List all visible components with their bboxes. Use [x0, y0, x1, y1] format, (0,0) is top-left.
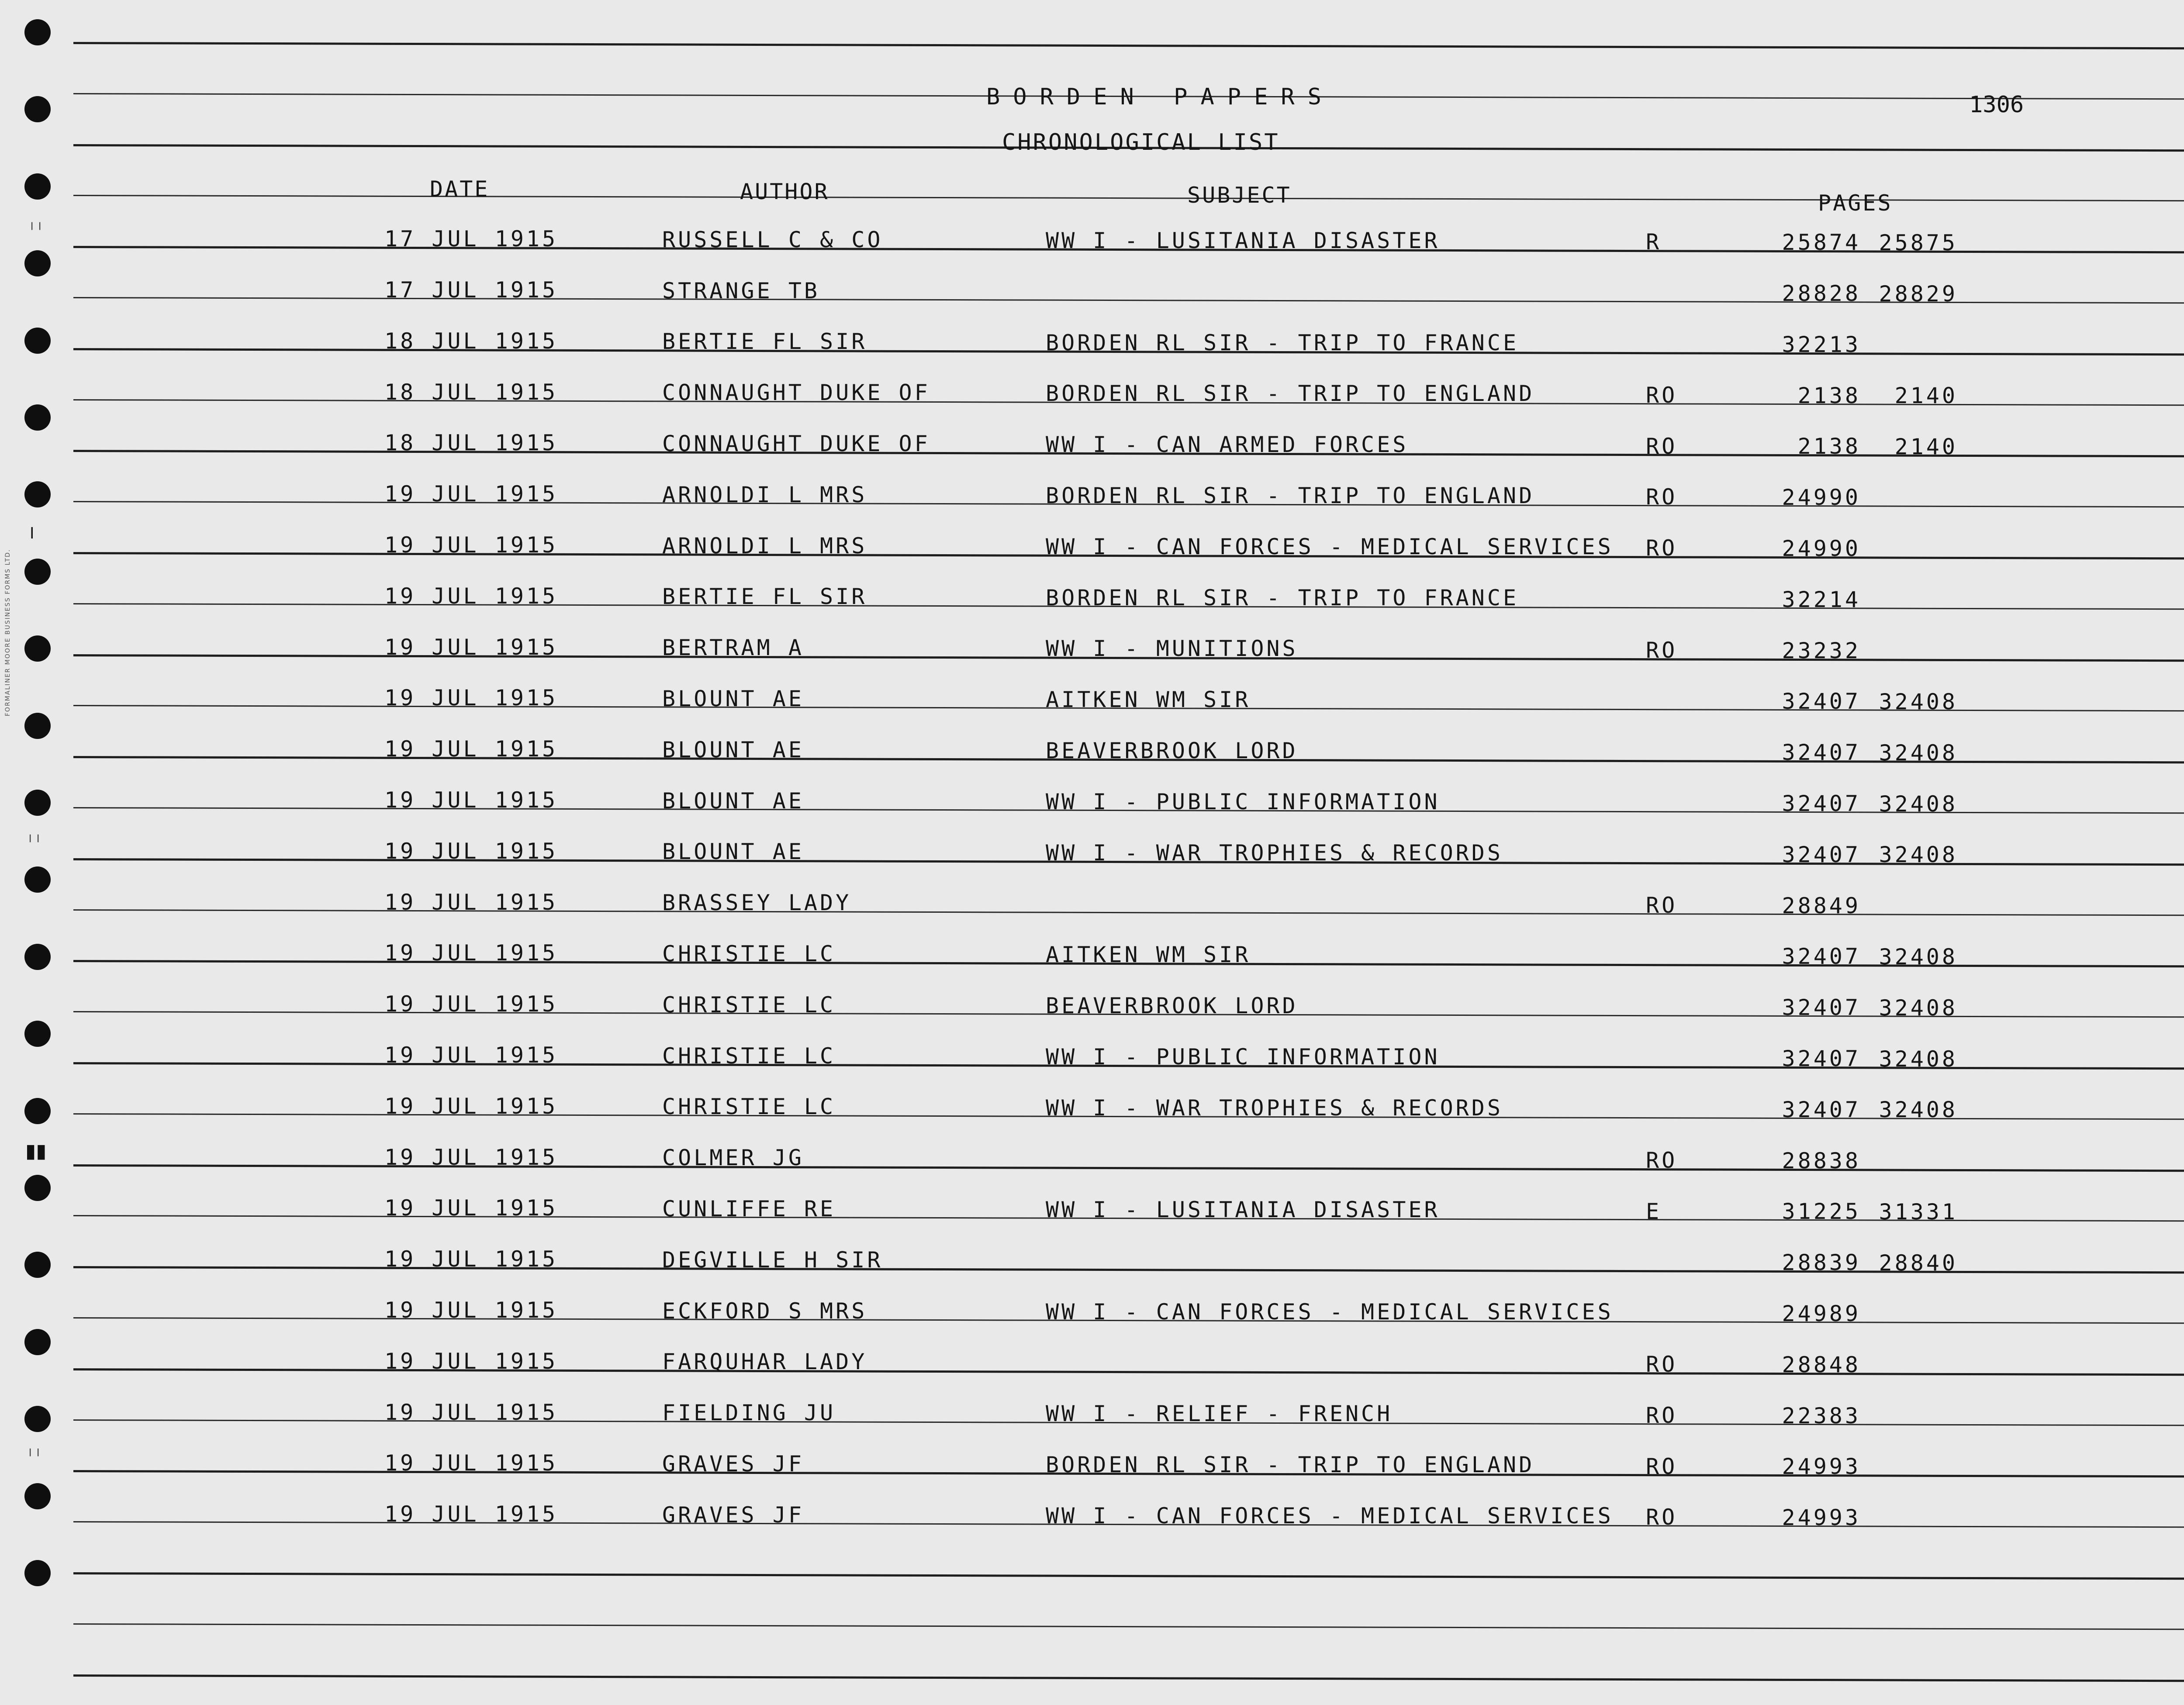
- row-subject: WW I - WAR TROPHIES & RECORDS: [1046, 840, 1503, 866]
- row-date: 19 JUL 1915: [384, 889, 558, 915]
- row-author: ECKFORD S MRS: [662, 1298, 867, 1324]
- column-header-subject: SUBJECT: [1187, 183, 1292, 208]
- feed-hole: [24, 19, 51, 45]
- row-code: R: [1646, 229, 1662, 255]
- row-author: CONNAUGHT DUKE OF: [662, 380, 930, 406]
- row-date: 19 JUL 1915: [384, 1348, 558, 1374]
- row-author: BRASSEY LADY: [662, 890, 852, 916]
- row-subject: WW I - CAN ARMED FORCES: [1046, 432, 1409, 458]
- document-title: BORDEN PAPERS: [986, 84, 1334, 110]
- row-page-start: 28838: [1782, 1148, 1861, 1173]
- row-date: 17 JUL 1915: [384, 226, 558, 252]
- row-date: 18 JUL 1915: [384, 328, 558, 354]
- feed-hole: [24, 1021, 51, 1047]
- row-subject: WW I - CAN FORCES - MEDICAL SERVICES: [1046, 1299, 1614, 1325]
- row-subject: WW I - CAN FORCES - MEDICAL SERVICES: [1046, 534, 1614, 559]
- row-date: 19 JUL 1915: [384, 1246, 558, 1272]
- row-code: RO: [1646, 1453, 1678, 1479]
- row-page-start: 28849: [1782, 893, 1861, 918]
- row-page-end: 32408: [1879, 689, 1958, 714]
- edge-tick-mark: ╷: [26, 516, 38, 538]
- row-author: DEGVILLE H SIR: [662, 1247, 883, 1273]
- row-author: CHRISTIE LC: [662, 1043, 836, 1069]
- edge-tick-mark: ╷╷: [28, 215, 44, 230]
- row-subject: BEAVERBROOK LORD: [1046, 738, 1298, 763]
- row-author: BERTIE FL SIR: [662, 329, 867, 355]
- row-page-end: 32408: [1879, 944, 1958, 970]
- row-date: 19 JUL 1915: [384, 1144, 558, 1170]
- row-page-start: 2138: [1797, 383, 1861, 408]
- row-page-start: 32214: [1782, 587, 1861, 612]
- row-author: BLOUNT AE: [662, 686, 804, 711]
- feed-hole: [24, 1098, 51, 1124]
- row-subject: BORDEN RL SIR - TRIP TO ENGLAND: [1046, 1452, 1535, 1478]
- row-subject: WW I - CAN FORCES - MEDICAL SERVICES: [1046, 1503, 1614, 1529]
- row-subject: WW I - LUSITANIA DISASTER: [1046, 1197, 1440, 1223]
- row-date: 17 JUL 1915: [384, 277, 558, 303]
- row-page-start: 28828: [1782, 280, 1861, 306]
- row-subject: BORDEN RL SIR - TRIP TO ENGLAND: [1046, 483, 1535, 508]
- row-page-start: 32407: [1782, 689, 1861, 714]
- row-subject: AITKEN WM SIR: [1046, 942, 1251, 968]
- feed-hole: [24, 559, 51, 585]
- row-code: RO: [1646, 1352, 1678, 1377]
- row-author: BERTRAM A: [662, 635, 804, 661]
- row-author: COLMER JG: [662, 1145, 804, 1171]
- row-date: 19 JUL 1915: [384, 532, 558, 558]
- feed-hole: [24, 328, 51, 354]
- row-subject: AITKEN WM SIR: [1046, 687, 1251, 713]
- list-subtitle: CHRONOLOGICAL LIST: [1002, 129, 1280, 155]
- row-date: 19 JUL 1915: [384, 1501, 558, 1527]
- feed-hole: [24, 481, 51, 507]
- row-subject: BEAVERBROOK LORD: [1046, 993, 1298, 1018]
- row-page-end: 32408: [1879, 1046, 1958, 1072]
- row-code: RO: [1646, 1402, 1678, 1428]
- row-page-start: 23232: [1782, 638, 1861, 663]
- row-date: 19 JUL 1915: [384, 634, 558, 660]
- row-code: RO: [1646, 535, 1678, 561]
- row-author: CHRISTIE LC: [662, 992, 836, 1018]
- feed-hole: [24, 1483, 51, 1509]
- row-date: 19 JUL 1915: [384, 940, 558, 966]
- page-number: 1306: [1969, 92, 2024, 118]
- edge-tick-mark: ╷╷: [26, 827, 42, 842]
- row-author: CUNLIFFE RE: [662, 1196, 836, 1222]
- row-author: CONNAUGHT DUKE OF: [662, 431, 930, 456]
- feed-hole: [24, 1329, 51, 1355]
- row-page-end: 31331: [1879, 1199, 1958, 1225]
- row-date: 19 JUL 1915: [384, 1450, 558, 1476]
- ruled-line: [73, 1623, 2184, 1630]
- row-date: 19 JUL 1915: [384, 1093, 558, 1119]
- row-page-start: 32407: [1782, 790, 1861, 816]
- row-date: 19 JUL 1915: [384, 685, 558, 711]
- row-page-start: 32407: [1782, 944, 1861, 970]
- column-header-pages: PAGES: [1818, 190, 1893, 216]
- feed-hole: [24, 635, 51, 662]
- form-vendor-label: FORMALINER MOORE BUSINESS FORMS LTD.: [4, 549, 11, 716]
- row-page-end: 32408: [1879, 842, 1958, 868]
- row-subject: WW I - PUBLIC INFORMATION: [1046, 1044, 1440, 1070]
- row-page-start: 24993: [1782, 1454, 1861, 1480]
- row-page-start: 22383: [1782, 1403, 1861, 1429]
- row-page-end: 2140: [1894, 434, 1958, 459]
- row-date: 19 JUL 1915: [384, 838, 558, 864]
- row-page-start: 28848: [1782, 1352, 1861, 1377]
- feed-hole: [24, 96, 51, 122]
- feed-hole: [24, 866, 51, 893]
- row-author: ARNOLDI L MRS: [662, 533, 867, 559]
- row-date: 19 JUL 1915: [384, 736, 558, 762]
- row-author: GRAVES JF: [662, 1502, 804, 1528]
- row-page-end: 2140: [1894, 383, 1958, 409]
- row-author: BERTIE FL SIR: [662, 584, 867, 610]
- row-page-start: 32407: [1782, 995, 1861, 1021]
- row-author: BLOUNT AE: [662, 737, 804, 763]
- row-page-start: 2138: [1797, 434, 1861, 459]
- row-page-start: 25874: [1782, 230, 1861, 255]
- row-date: 19 JUL 1915: [384, 1042, 558, 1068]
- row-page-end: 32408: [1879, 791, 1958, 817]
- row-date: 18 JUL 1915: [384, 430, 558, 456]
- feed-hole: [24, 173, 51, 200]
- row-subject: WW I - PUBLIC INFORMATION: [1046, 789, 1440, 815]
- row-code: RO: [1646, 892, 1678, 918]
- ruled-line: [73, 42, 2184, 49]
- row-page-start: 32407: [1782, 1097, 1861, 1122]
- row-date: 19 JUL 1915: [384, 1298, 558, 1323]
- row-subject: BORDEN RL SIR - TRIP TO FRANCE: [1046, 585, 1519, 611]
- row-date: 19 JUL 1915: [384, 991, 558, 1017]
- row-page-start: 24993: [1782, 1505, 1861, 1531]
- row-code: RO: [1646, 1505, 1678, 1530]
- row-page-start: 32407: [1782, 1046, 1861, 1071]
- row-page-start: 24989: [1782, 1301, 1861, 1326]
- edge-tick-mark: ▮▮: [25, 1140, 47, 1162]
- row-page-end: 32408: [1879, 1097, 1958, 1123]
- feed-hole: [24, 404, 51, 431]
- row-date: 19 JUL 1915: [384, 1195, 558, 1221]
- row-author: CHRISTIE LC: [662, 941, 836, 966]
- feed-hole: [24, 944, 51, 970]
- row-code: RO: [1646, 637, 1678, 663]
- row-code: RO: [1646, 433, 1678, 459]
- row-author: BLOUNT AE: [662, 788, 804, 814]
- row-code: RO: [1646, 382, 1678, 408]
- row-date: 19 JUL 1915: [384, 1399, 558, 1425]
- row-page-start: 32407: [1782, 842, 1861, 867]
- row-page-start: 32213: [1782, 331, 1861, 357]
- row-subject: WW I - MUNITIONS: [1046, 636, 1298, 662]
- feed-hole: [24, 1175, 51, 1201]
- row-subject: WW I - RELIEF - FRENCH: [1046, 1401, 1393, 1427]
- row-code: RO: [1646, 1147, 1678, 1173]
- row-page-start: 24990: [1782, 535, 1861, 561]
- row-author: BLOUNT AE: [662, 839, 804, 865]
- row-page-end: 32408: [1879, 740, 1958, 766]
- feed-hole: [24, 1252, 51, 1278]
- row-page-start: 24990: [1782, 485, 1861, 511]
- feed-hole: [24, 1406, 51, 1432]
- row-author: FARQUHAR LADY: [662, 1349, 867, 1375]
- row-subject: WW I - WAR TROPHIES & RECORDS: [1046, 1095, 1503, 1121]
- column-header-date: DATE: [430, 176, 490, 202]
- feed-hole: [24, 713, 51, 739]
- row-page-end: 28840: [1879, 1250, 1958, 1276]
- row-subject: BORDEN RL SIR - TRIP TO FRANCE: [1046, 330, 1519, 355]
- row-page-end: 28829: [1879, 281, 1958, 307]
- row-page-end: 25875: [1879, 230, 1958, 255]
- row-author: ARNOLDI L MRS: [662, 482, 867, 507]
- row-code: RO: [1646, 484, 1678, 510]
- row-subject: WW I - LUSITANIA DISASTER: [1046, 228, 1440, 253]
- row-page-start: 31225: [1782, 1199, 1861, 1225]
- row-author: GRAVES JF: [662, 1451, 804, 1477]
- column-header-author: AUTHOR: [740, 179, 829, 204]
- row-date: 18 JUL 1915: [384, 379, 558, 405]
- edge-tick-mark: ╷╷: [26, 1441, 42, 1456]
- row-code: E: [1646, 1198, 1662, 1224]
- row-author: STRANGE TB: [662, 278, 820, 304]
- row-author: FIELDING JU: [662, 1400, 836, 1426]
- row-author: RUSSELL C & CO: [662, 227, 883, 252]
- row-date: 19 JUL 1915: [384, 583, 558, 609]
- ruled-line: [73, 1674, 2184, 1682]
- feed-hole: [24, 250, 51, 276]
- row-page-end: 32408: [1879, 995, 1958, 1021]
- row-author: CHRISTIE LC: [662, 1094, 836, 1120]
- feed-hole: [24, 790, 51, 816]
- row-date: 19 JUL 1915: [384, 787, 558, 813]
- feed-hole: [24, 1560, 51, 1586]
- ruled-line: [73, 1572, 2184, 1580]
- row-subject: BORDEN RL SIR - TRIP TO ENGLAND: [1046, 381, 1535, 407]
- row-page-start: 32407: [1782, 740, 1861, 766]
- row-page-start: 28839: [1782, 1250, 1861, 1276]
- row-date: 19 JUL 1915: [384, 481, 558, 507]
